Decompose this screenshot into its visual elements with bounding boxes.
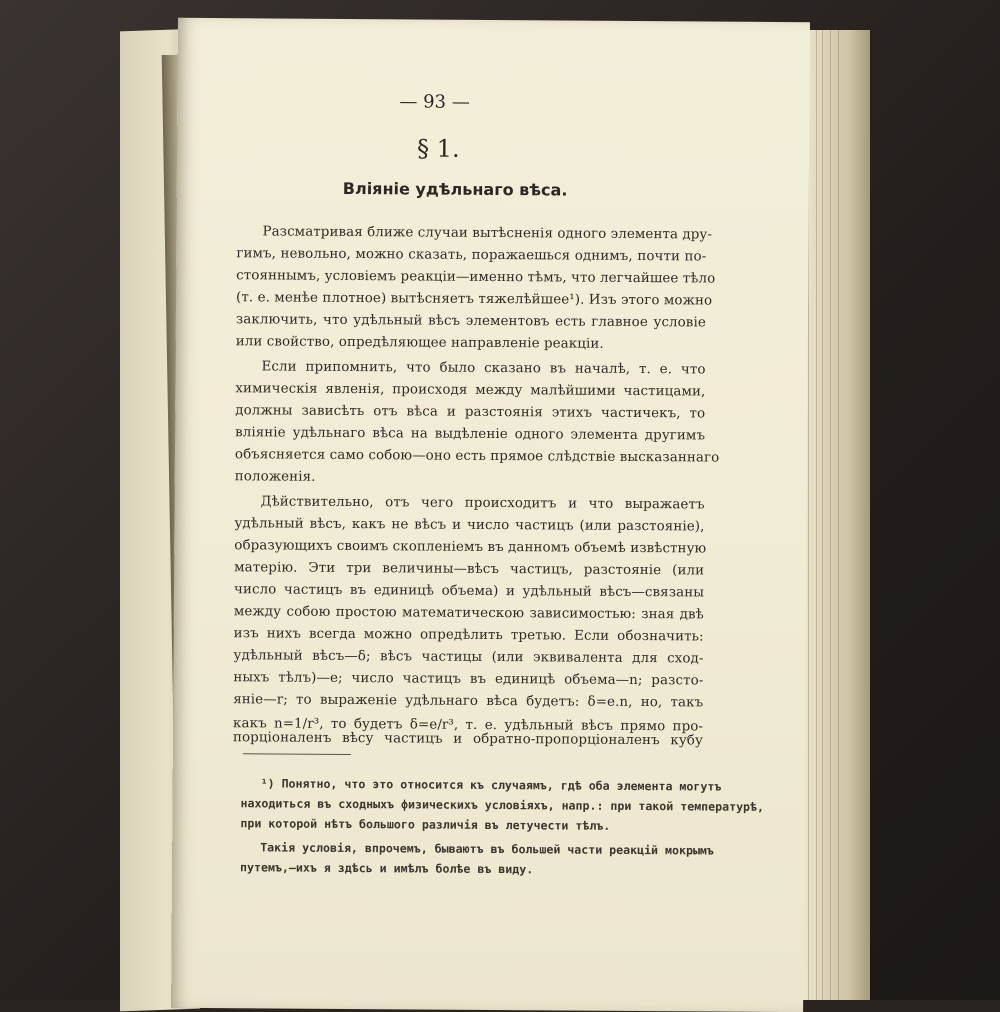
paragraph-line: матерію. Эти три величины—вѣсъ частицъ, разстояніе (или xyxy=(234,560,705,579)
paragraph-line: удѣльный вѣсъ—δ; вѣсъ частицы (или эквивалента для сход- xyxy=(233,648,704,667)
paragraph-line: изъ нихъ всегда можно опредѣлить третью. Если обозначить: xyxy=(233,626,704,645)
paragraph-line: какъ n=1/r³, то будетъ δ=e/r³, т. е. удѣльный вѣсъ прямо про- xyxy=(233,716,704,735)
paragraph-line: образующихъ своимъ скопленіемъ въ данномъ объемѣ извѣстную xyxy=(234,538,707,557)
paragraph-line: должны зависѣть отъ вѣса и разстоянія этихъ частичекъ, то xyxy=(235,403,706,422)
footnote-line: находиться въ сходныхъ физическихъ условіяхъ, напр.: при такой температурѣ, xyxy=(240,796,765,814)
footnote-separator xyxy=(243,753,351,755)
page-stack-edge xyxy=(800,30,870,1000)
paragraph-line: положенія. xyxy=(234,469,316,485)
paragraph-line: вліяніе удѣльнаго вѣса на выдѣленіе одного элемента другимъ xyxy=(235,425,706,444)
footnote-line: Такія условія, впрочемъ, бываютъ въ большей части реакцій мокрымъ xyxy=(260,840,714,858)
page-number: — 93 — xyxy=(399,91,470,113)
book-page xyxy=(171,18,810,1012)
footnote-line: при которой нѣтъ большого различія въ летучести тѣлъ. xyxy=(240,816,611,833)
paragraph-line: (т. е. менѣе плотное) вытѣсняетъ тяжелѣйшее¹). Изъ этого можно xyxy=(236,290,713,309)
paragraph-line: стояннымъ, условіемъ реакціи—именно тѣмъ, что легчайшее тѣло xyxy=(236,268,716,287)
paragraph-line: ныхъ тѣлъ)—e; число частицъ въ единицѣ объема—n; разсто- xyxy=(233,670,704,689)
paragraph-line: химическія явленія, происходя между малѣйшими частицами, xyxy=(235,381,706,400)
paragraph-line: заключить, что удѣльный вѣсъ элементовъ есть главное условіе xyxy=(235,312,706,331)
paragraph-line: порціоналенъ вѣсу частицъ и обратно-пропорціоналенъ кубу xyxy=(232,730,704,749)
section-title: Вліяніе удѣльнаго вѣса. xyxy=(342,178,568,200)
footnote-line: ¹) Понятно, что это относится къ случаямъ, гдѣ оба элемента могутъ xyxy=(260,776,722,794)
paragraph-line: между собою простою математическою зависимостью: зная двѣ xyxy=(233,604,704,623)
paragraph-line: число частицъ въ единицѣ объема) и удѣльный вѣсъ—связаны xyxy=(233,582,705,601)
paragraph-line: Дѣйствительно, отъ чего происходитъ и что выражаетъ xyxy=(260,494,705,513)
paragraph-line: Если припомнить, что было сказано въ началѣ, т. е. что xyxy=(261,359,706,378)
paragraph-line: или свойство, опредѣляющее направленіе реакціи. xyxy=(235,334,604,352)
paragraph-line: Разсматривая ближе случаи вытѣсненія одного элемента дру- xyxy=(262,224,713,243)
paragraph-line: объясняется само собою—оно есть прямое слѣдствіе высказаннаго xyxy=(234,447,720,466)
paragraph-line: гимъ, невольно, можно сказать, поражаешься однимъ, почти по- xyxy=(236,246,707,265)
section-number: § 1. xyxy=(417,134,460,163)
paragraph-line: удѣльный вѣсъ, какъ не вѣсъ и число частицъ (или разстояніе), xyxy=(234,516,705,535)
footnote-line: путемъ,—ихъ я здѣсь и имѣлъ болѣе въ виду. xyxy=(240,860,534,877)
paragraph-line: яніе—r; то выраженіе удѣльнаго вѣса будетъ: δ=e.n, но, такъ xyxy=(233,692,704,711)
